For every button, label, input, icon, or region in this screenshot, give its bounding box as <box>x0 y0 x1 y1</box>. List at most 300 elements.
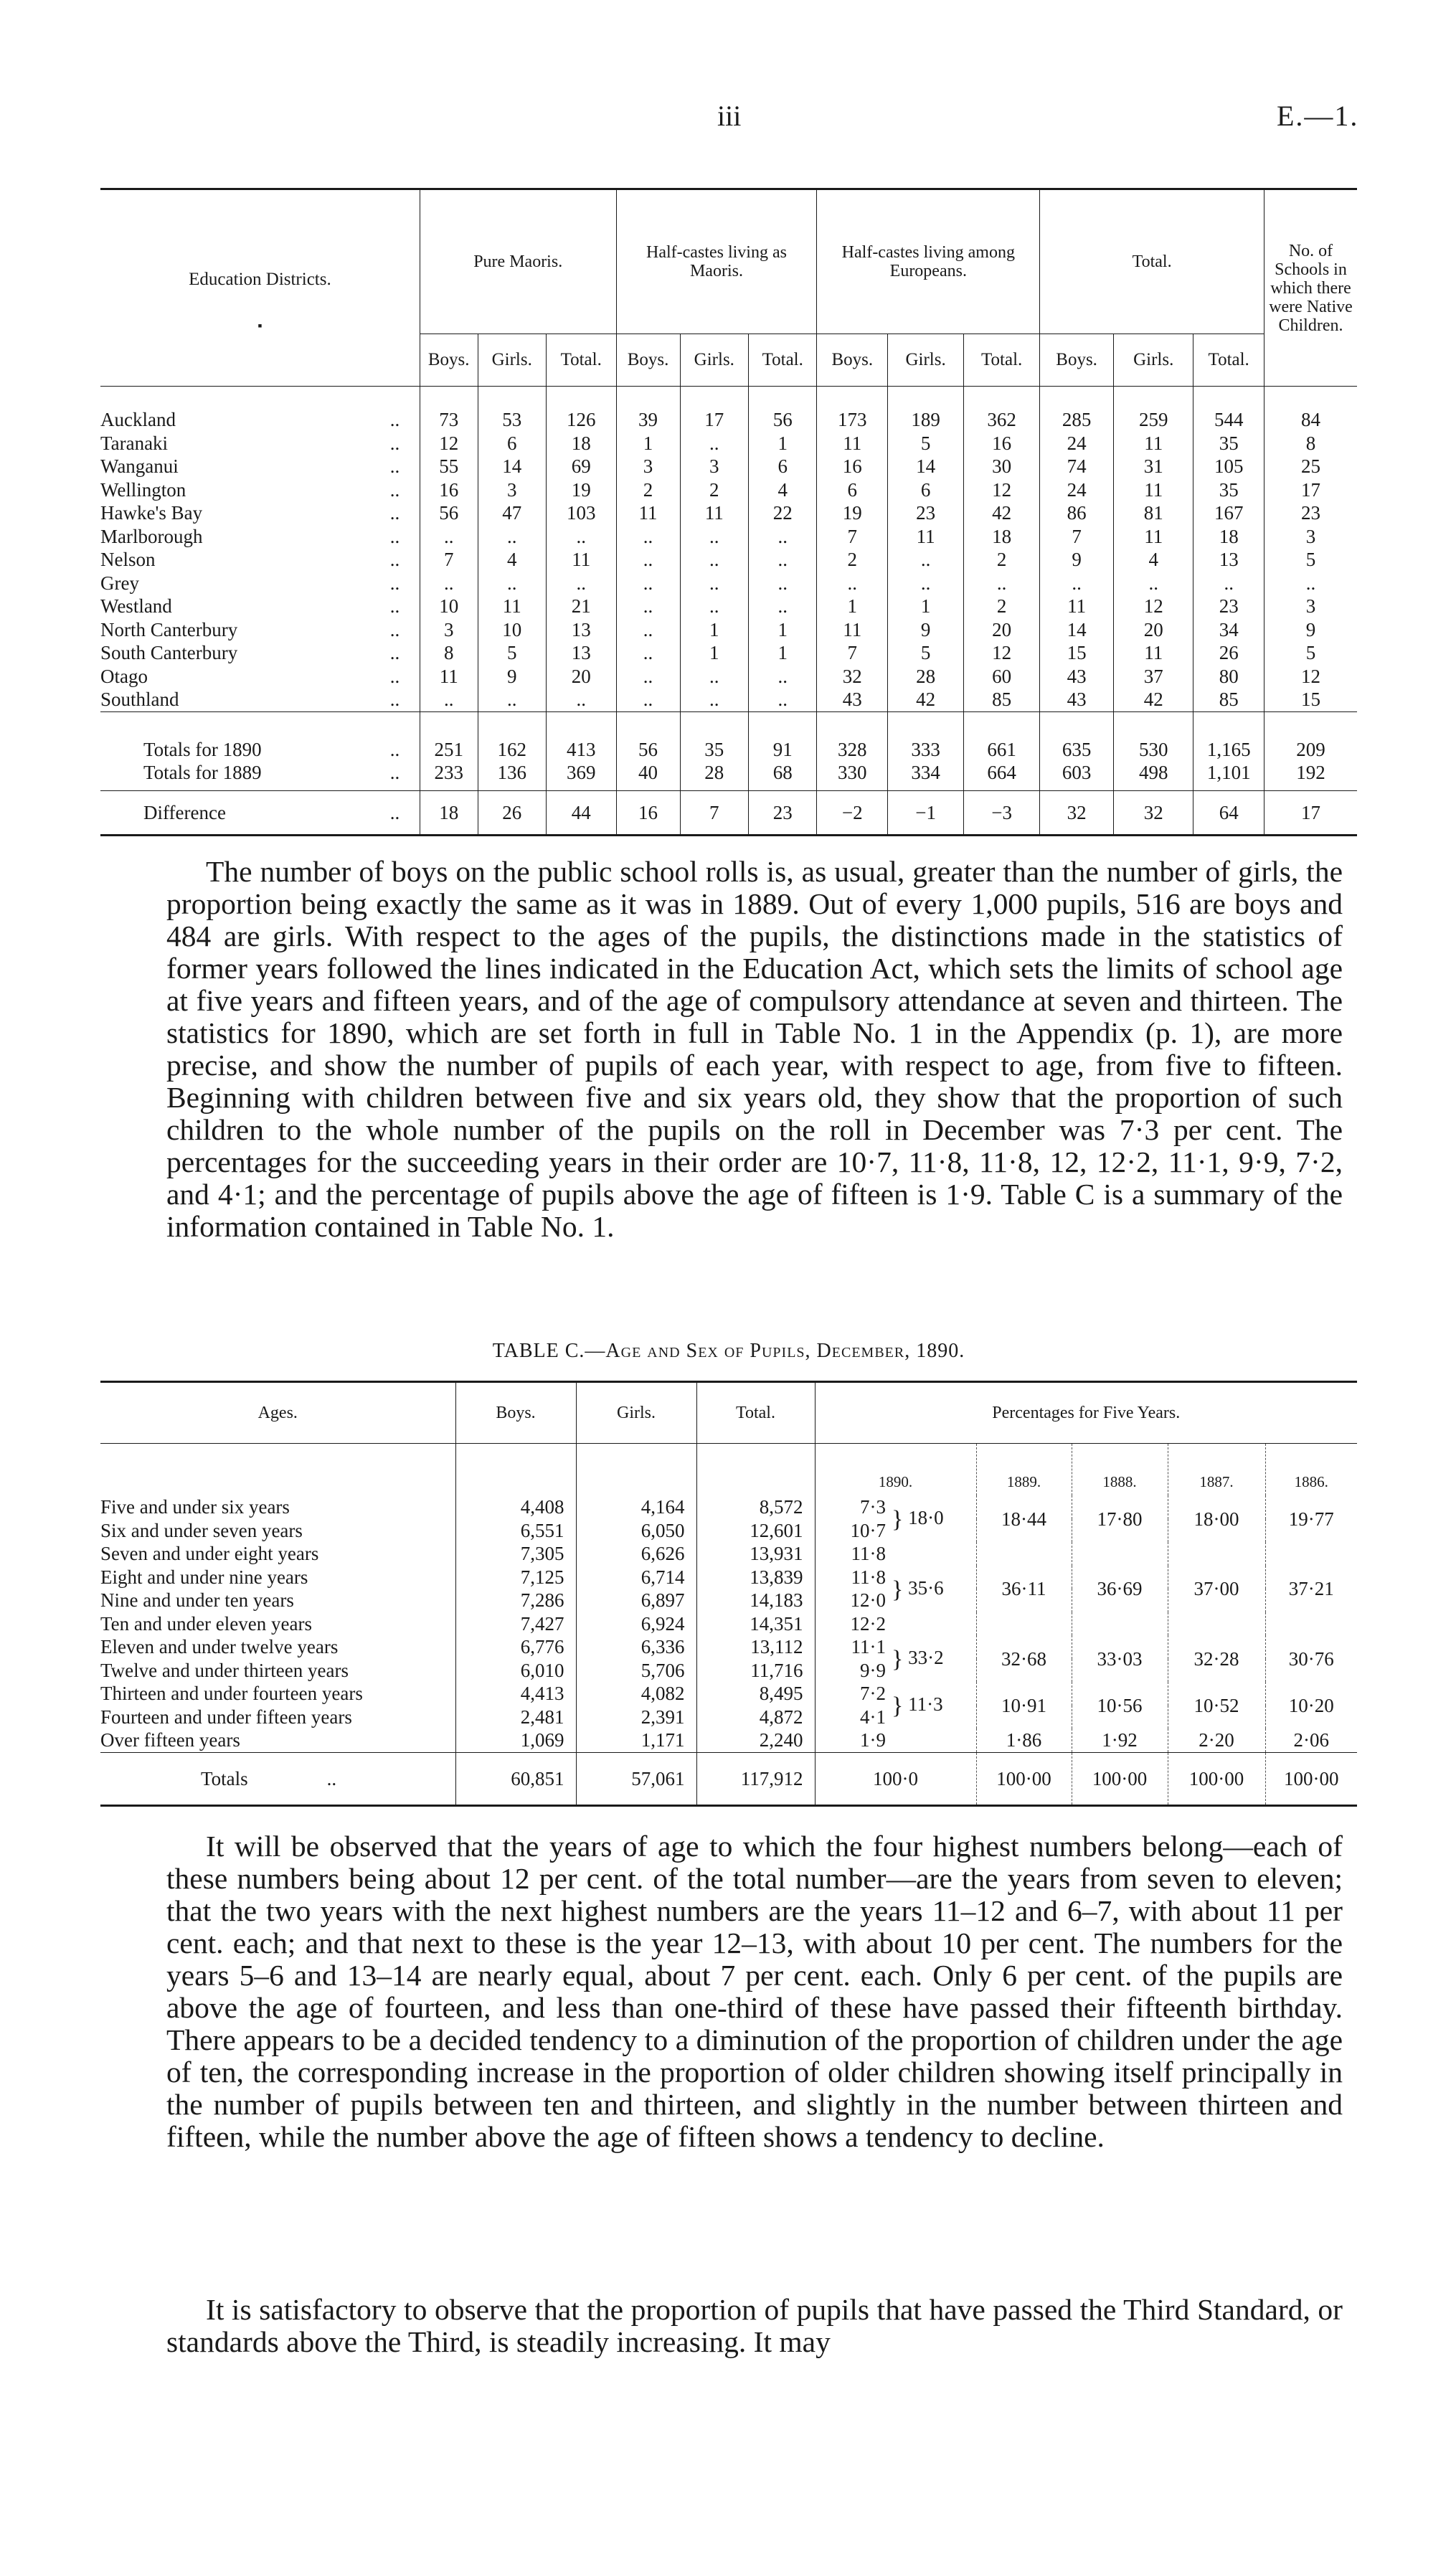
leader-dots: .. <box>389 665 400 687</box>
pct-1890-year: 12·0 <box>815 1589 889 1612</box>
age-label: Fourteen and under fifteen years <box>100 1706 352 1728</box>
table-cell: 12 <box>420 432 478 455</box>
pct-1890-year: 10·7 <box>815 1519 889 1543</box>
table-cell: 14 <box>888 455 964 478</box>
table-cell: .. <box>616 548 680 572</box>
table-cell: 11 <box>1040 595 1114 618</box>
pct-p1888: 1·92 <box>1072 1729 1168 1752</box>
district-name: Hawke's Bay <box>100 502 203 524</box>
table-cell: .. <box>616 688 680 711</box>
district-name: Wellington <box>100 478 186 501</box>
sub-girls: Girls. <box>888 334 964 387</box>
cell-boys: 4,413 <box>455 1682 576 1706</box>
table-cell: 1 <box>888 595 964 618</box>
cell-boys: 7,305 <box>455 1542 576 1566</box>
table-cell: 22 <box>749 501 817 525</box>
table-cell: 635 <box>1040 711 1114 761</box>
district-name: Nelson <box>100 549 156 571</box>
table-cell: −1 <box>888 790 964 835</box>
table-cell: 330 <box>817 761 888 785</box>
table-row <box>100 548 1357 572</box>
table-cell: .. <box>680 525 748 549</box>
table-cell: 91 <box>749 711 817 761</box>
total-total: 117,912 <box>696 1752 815 1805</box>
district-name: Marlborough <box>100 525 203 547</box>
table-row <box>100 478 1357 502</box>
table-cell: 1,101 <box>1193 761 1264 785</box>
table-cell: 42 <box>888 688 964 711</box>
table-cell: 12 <box>964 478 1040 502</box>
table-cell: 2 <box>817 548 888 572</box>
age-label: Ten and under eleven years <box>100 1612 312 1635</box>
table-row <box>100 711 1357 761</box>
age-label: Thirteen and under fourteen years <box>100 1683 363 1705</box>
table-cell: 32 <box>1040 790 1114 835</box>
pct-p1887: 18·00 <box>1168 1495 1265 1542</box>
table-row <box>100 618 1357 642</box>
district-name: Grey <box>100 572 139 594</box>
table-cell: 5 <box>1264 641 1358 665</box>
group-value: 11·3 <box>908 1693 943 1716</box>
table-cell: 73 <box>420 387 478 432</box>
table-cell: .. <box>1264 572 1358 595</box>
pct-1890-group: } 18·0 <box>892 1505 944 1533</box>
table-cell: .. <box>478 688 546 711</box>
table-cell: 80 <box>1193 665 1264 689</box>
table-cell: 7 <box>1040 525 1114 549</box>
header-halfcastes-maoris: Half-castes living as Maoris. <box>616 189 817 334</box>
table-cell: 5 <box>888 641 964 665</box>
header-districts: Education Districts. ▪ <box>100 189 420 387</box>
cell-boys: 4,408 <box>455 1495 576 1519</box>
district-name: Southland <box>100 689 179 711</box>
pct-p1886: 37·21 <box>1265 1542 1357 1635</box>
leader-dots: .. <box>389 409 400 431</box>
cell-boys: 2,481 <box>455 1706 576 1729</box>
paragraph-age-analysis: It will be observed that the years of age to which the four highest numbers belong—each of these numbers being about 12 per cent. of the total number—are the years from seven to eleven; that the two years with the next highest numbers are the years 11–12 and 6–7, with about 11 per cent. each; and that next to these is the year 12–13, with about 10 per cent. The numbers for the years 5–6 and 13–14 are nearly equal, about 7 per cent. each. Only 6 per cent. of the pupils are above the age of fourteen, and less than one-third of these have passed their fifteenth birthday. There appears to be a decided tendency to a diminution of the proportion of children under the age of ten, the corresponding increase in the proportion of older children showing itself principally in the number of pupils between ten and thirteen, and slightly in the number between thirteen and fifteen, while the number above the age of fifteen shows a tendency to decline. <box>166 1830 1343 2153</box>
table-cell: .. <box>546 688 616 711</box>
table-cell: 20 <box>1114 618 1193 642</box>
cell-girls: 4,164 <box>576 1495 696 1519</box>
age-label: Twelve and under thirteen years <box>100 1659 349 1681</box>
district-name: Difference <box>100 790 386 835</box>
table-cell: 209 <box>1264 711 1358 761</box>
cell-total: 11,716 <box>696 1659 815 1683</box>
age-label: Eight and under nine years <box>100 1566 308 1588</box>
leader-dots: .. <box>389 642 400 664</box>
table-cell: 11 <box>1114 525 1193 549</box>
table-cell: .. <box>616 595 680 618</box>
age-label: Five and under six years <box>100 1496 290 1518</box>
pct-1890-year: 9·9 <box>815 1659 889 1683</box>
cell-girls: 4,082 <box>576 1682 696 1706</box>
table-cell: 26 <box>478 790 546 835</box>
table-cell: .. <box>420 688 478 711</box>
table-cell: 9 <box>1264 618 1358 642</box>
table-cell: 55 <box>420 455 478 478</box>
table-cell: 16 <box>616 790 680 835</box>
table-cell: 35 <box>1193 478 1264 502</box>
table-cell: 42 <box>1114 688 1193 711</box>
table-cell: .. <box>616 525 680 549</box>
table-cell: 13 <box>546 618 616 642</box>
table-cell: .. <box>680 688 748 711</box>
table-cell: 5 <box>888 432 964 455</box>
table-cell: 362 <box>964 387 1040 432</box>
table-cell: 4 <box>1114 548 1193 572</box>
table-cell: 26 <box>1193 641 1264 665</box>
header-girls: Girls. <box>576 1382 696 1444</box>
paragraph-boys-girls: The number of boys on the public school rolls is, as usual, greater than the number of girls, the proportion being exactly the same as it was in 1889. Out of every 1,000 pupils, 516 are boys and 484 are girls. With respect to the ages of the pupils, the distinctions made in the statistics of former years followed the lines indicated in the Education Act, which sets the limits of school age at five years and fifteen years, and of the age of compulsory attendance at seven and thirteen. The statistics for 1890, which are set forth in full in Table No. 1 in the Appendix (p. 1), are more precise, and show the number of pupils of each year, with respect to age, from five to fifteen. Beginning with children between five and six years old, they show that the proportion of such children to the whole number of the pupils on the roll in December was 7·3 per cent. The percentages for the succeeding years in their order are 10·7, 11·8, 11·8, 12, 12·2, 11·1, 9·9, 7·2, and 4·1; and the percentage of pupils above the age of fifteen is 1·9. Table C is a summary of the information contained in Table No. 1. <box>166 855 1343 1243</box>
table-cell: 24 <box>1040 432 1114 455</box>
table-cell: 81 <box>1114 501 1193 525</box>
table-cell: 126 <box>546 387 616 432</box>
leader-dots: .. <box>386 790 420 835</box>
sub-girls: Girls. <box>680 334 748 387</box>
age-label: Over fifteen years <box>100 1729 240 1751</box>
pct-p1887: 37·00 <box>1168 1542 1265 1635</box>
leader-dots: .. <box>389 432 400 454</box>
header-schools: No. of Schools in which there were Native Children. <box>1264 189 1358 387</box>
table-cell: 544 <box>1193 387 1264 432</box>
total-p1889: 100·00 <box>976 1752 1072 1805</box>
table-cell: 7 <box>817 525 888 549</box>
table-cell: 23 <box>1264 501 1358 525</box>
table-cell: 11 <box>1114 478 1193 502</box>
leader-dots: .. <box>389 525 400 547</box>
sub-total: Total. <box>1193 334 1264 387</box>
table-cell: 35 <box>1193 432 1264 455</box>
table-cell: 498 <box>1114 761 1193 785</box>
pct-1890-year: 7·3 <box>815 1495 889 1519</box>
page-number: iii <box>717 100 742 132</box>
sub-boys: Boys. <box>420 334 478 387</box>
table-cell: 8 <box>1264 432 1358 455</box>
totals-row <box>100 1752 1357 1805</box>
header-percentages: Percentages for Five Years. <box>815 1382 1357 1444</box>
table-cell: .. <box>817 572 888 595</box>
table-cell: 20 <box>964 618 1040 642</box>
table-cell: .. <box>1114 572 1193 595</box>
table-cell: 1 <box>749 618 817 642</box>
table-cell: 11 <box>546 548 616 572</box>
leader-dots: .. <box>389 689 400 711</box>
group-value: 18·0 <box>908 1507 944 1529</box>
table-cell: .. <box>964 572 1040 595</box>
table-cell: .. <box>546 525 616 549</box>
table-cell: 11 <box>1114 641 1193 665</box>
district-name: Westland <box>100 595 172 618</box>
year-1887: 1887. <box>1168 1444 1265 1496</box>
group-value: 33·2 <box>908 1647 944 1669</box>
cell-total: 12,601 <box>696 1519 815 1543</box>
leader-dots: .. <box>389 595 400 618</box>
table-row <box>100 432 1357 455</box>
table-cell: 40 <box>616 761 680 785</box>
table-cell: .. <box>478 525 546 549</box>
table-cell: 4 <box>478 548 546 572</box>
pct-p1888: 36·69 <box>1072 1542 1168 1635</box>
pct-p1887: 10·52 <box>1168 1682 1265 1729</box>
cell-total: 8,572 <box>696 1495 815 1519</box>
table-cell: 15 <box>1040 641 1114 665</box>
total-p1886: 100·00 <box>1265 1752 1357 1805</box>
table-cell: 3 <box>680 455 748 478</box>
table-cell: 30 <box>964 455 1040 478</box>
table-cell: 25 <box>1264 455 1358 478</box>
table-cell: 1 <box>616 432 680 455</box>
table-row <box>100 665 1357 689</box>
table-row <box>100 1635 1357 1659</box>
table-cell: 328 <box>817 711 888 761</box>
pct-p1889: 18·44 <box>976 1495 1072 1542</box>
table-cell: 2 <box>616 478 680 502</box>
header-total: Total. <box>1040 189 1264 334</box>
table-cell: 17 <box>1264 790 1358 835</box>
table-cell: .. <box>680 432 748 455</box>
table-cell: .. <box>749 548 817 572</box>
table-cell: 23 <box>1193 595 1264 618</box>
table-cell: 23 <box>749 790 817 835</box>
leader-dots: .. <box>389 762 400 784</box>
table-cell: 11 <box>680 501 748 525</box>
table-cell: 34 <box>1193 618 1264 642</box>
leader-dots: .. <box>389 618 400 640</box>
pct-p1888: 17·80 <box>1072 1495 1168 1542</box>
table-cell: 64 <box>1193 790 1264 835</box>
year-1888: 1888. <box>1072 1444 1168 1496</box>
table-cell: 136 <box>478 761 546 785</box>
table-cell: 37 <box>1114 665 1193 689</box>
age-label: Nine and under ten years <box>100 1589 294 1612</box>
cell-total: 8,495 <box>696 1682 815 1706</box>
table-cell: 43 <box>817 688 888 711</box>
sub-boys: Boys. <box>1040 334 1114 387</box>
pct-1890-year: 11·8 <box>815 1542 889 1566</box>
table-cell: 18 <box>1193 525 1264 549</box>
table-cell: 85 <box>1193 688 1264 711</box>
pct-1890-year: 4·1 <box>815 1706 889 1729</box>
table-cell: .. <box>749 525 817 549</box>
table-cell: 84 <box>1264 387 1358 432</box>
pct-1890-group: } 33·2 <box>892 1645 944 1673</box>
pct-1890-group: } 35·6 <box>892 1576 944 1603</box>
table-cell: 1 <box>680 618 748 642</box>
table-cell: 39 <box>616 387 680 432</box>
table-cell: 43 <box>1040 665 1114 689</box>
table-cell: 16 <box>964 432 1040 455</box>
table-cell: 69 <box>546 455 616 478</box>
table-cell: .. <box>616 572 680 595</box>
table-cell: 1 <box>749 432 817 455</box>
cell-total: 2,240 <box>696 1729 815 1752</box>
table-cell: 369 <box>546 761 616 785</box>
leader-dots: .. <box>389 572 400 594</box>
district-name: Totals for 1890 <box>100 711 386 761</box>
cell-boys: 7,125 <box>455 1566 576 1589</box>
cell-girls: 2,391 <box>576 1706 696 1729</box>
totals-label: Totals .. <box>100 1752 455 1805</box>
cell-total: 13,112 <box>696 1635 815 1659</box>
table-cell: 1 <box>749 641 817 665</box>
table-cell: .. <box>749 688 817 711</box>
pct-p1889: 1·86 <box>976 1729 1072 1752</box>
cell-boys: 7,427 <box>455 1612 576 1636</box>
cell-girls: 6,897 <box>576 1589 696 1612</box>
table-cell: .. <box>680 572 748 595</box>
cell-girls: 6,924 <box>576 1612 696 1636</box>
pct-1890-year: 12·2 <box>815 1612 889 1636</box>
table-cell: 16 <box>420 478 478 502</box>
table-cell: 14 <box>1040 618 1114 642</box>
table-cell: 9 <box>1040 548 1114 572</box>
table-cell: 664 <box>964 761 1040 785</box>
table-cell: 11 <box>616 501 680 525</box>
table-cell: −2 <box>817 790 888 835</box>
table-cell: 162 <box>478 711 546 761</box>
table-cell: 2 <box>680 478 748 502</box>
table-cell: 9 <box>478 665 546 689</box>
district-name: South Canterbury <box>100 642 238 664</box>
pct-1890-year: 1·9 <box>815 1729 889 1752</box>
table-cell: 21 <box>546 595 616 618</box>
table-cell: .. <box>749 572 817 595</box>
total-p1888: 100·00 <box>1072 1752 1168 1805</box>
table-cell: .. <box>616 665 680 689</box>
paragraph-standards: It is satisfactory to observe that the proportion of pupils that have passed the Third Standard, or standards above the Third, is steadily increasing. It may <box>166 2293 1343 2358</box>
cell-girls: 6,050 <box>576 1519 696 1543</box>
cell-boys: 6,010 <box>455 1659 576 1683</box>
group-value: 35·6 <box>908 1576 944 1599</box>
table-cell: 9 <box>888 618 964 642</box>
leader-dots: .. <box>389 549 400 571</box>
table-cell: 7 <box>420 548 478 572</box>
table-cell: 5 <box>478 641 546 665</box>
pct-1890-group: } 11·3 <box>892 1692 943 1719</box>
table-row <box>100 595 1357 618</box>
table-cell: .. <box>680 665 748 689</box>
sub-boys: Boys. <box>817 334 888 387</box>
pct-p1886: 10·20 <box>1265 1682 1357 1729</box>
table-cell: .. <box>546 572 616 595</box>
table-c-caption: TABLE C.—Age and Sex of Pupils, December, 1890. <box>492 1340 965 1362</box>
cell-boys: 6,551 <box>455 1519 576 1543</box>
sub-girls: Girls. <box>1114 334 1193 387</box>
table-cell: 6 <box>749 455 817 478</box>
table-cell: 11 <box>1114 432 1193 455</box>
district-name: Auckland <box>100 409 176 431</box>
table-cell: .. <box>680 548 748 572</box>
table-row <box>100 1495 1357 1519</box>
year-1886: 1886. <box>1265 1444 1357 1496</box>
table-cell: 413 <box>546 711 616 761</box>
table-cell: 23 <box>888 501 964 525</box>
native-children-table <box>100 188 1357 836</box>
pct-p1888: 10·56 <box>1072 1682 1168 1729</box>
table-cell: 19 <box>546 478 616 502</box>
table-cell: 44 <box>546 790 616 835</box>
table-cell: 233 <box>420 761 478 785</box>
sub-total: Total. <box>964 334 1040 387</box>
total-boys: 60,851 <box>455 1752 576 1805</box>
leader-dots: .. <box>386 711 420 761</box>
table-cell: 85 <box>964 688 1040 711</box>
pct-p1889: 10·91 <box>976 1682 1072 1729</box>
table-cell: 334 <box>888 761 964 785</box>
table-cell: 68 <box>749 761 817 785</box>
age-sex-table <box>100 1381 1357 1807</box>
table-cell: 6 <box>478 432 546 455</box>
pct-p1888: 33·03 <box>1072 1635 1168 1682</box>
table-cell: 56 <box>616 711 680 761</box>
table-cell: .. <box>420 525 478 549</box>
pct-p1886: 2·06 <box>1265 1729 1357 1752</box>
table-cell: 42 <box>964 501 1040 525</box>
table-row <box>100 387 1357 432</box>
table-cell: 14 <box>478 455 546 478</box>
table-cell: 259 <box>1114 387 1193 432</box>
table-cell: 11 <box>817 432 888 455</box>
table-cell: 43 <box>1040 688 1114 711</box>
table-cell: 530 <box>1114 711 1193 761</box>
table-cell: .. <box>888 572 964 595</box>
table-cell: 189 <box>888 387 964 432</box>
table-cell: .. <box>616 641 680 665</box>
table-cell: 11 <box>888 525 964 549</box>
pct-p1889: 32·68 <box>976 1635 1072 1682</box>
table-row <box>100 761 1357 785</box>
cell-girls: 6,714 <box>576 1566 696 1589</box>
table-cell: 32 <box>817 665 888 689</box>
table-cell: 15 <box>1264 688 1358 711</box>
pct-p1886: 19·77 <box>1265 1495 1357 1542</box>
table-row <box>100 641 1357 665</box>
cell-girls: 5,706 <box>576 1659 696 1683</box>
table-cell: 2 <box>964 595 1040 618</box>
table-cell: 7 <box>817 641 888 665</box>
table-cell: 7 <box>680 790 748 835</box>
table-cell: 60 <box>964 665 1040 689</box>
table-cell: 18 <box>420 790 478 835</box>
table-cell: 1,165 <box>1193 711 1264 761</box>
total-p1890: 100·0 <box>815 1752 976 1805</box>
header-total: Total. <box>696 1382 815 1444</box>
pct-p1887: 32·28 <box>1168 1635 1265 1682</box>
table-row <box>100 688 1357 711</box>
table-cell: 28 <box>680 761 748 785</box>
table-cell: 333 <box>888 711 964 761</box>
table-cell: 2 <box>964 548 1040 572</box>
table-cell: .. <box>420 572 478 595</box>
table-cell: 285 <box>1040 387 1114 432</box>
sub-total: Total. <box>749 334 817 387</box>
table-cell: 3 <box>1264 525 1358 549</box>
table-cell: 17 <box>1264 478 1358 502</box>
pct-p1889: 36·11 <box>976 1542 1072 1635</box>
table-row <box>100 1542 1357 1566</box>
table-cell: 17 <box>680 387 748 432</box>
table-cell: 10 <box>420 595 478 618</box>
cell-girls: 6,336 <box>576 1635 696 1659</box>
district-name: Otago <box>100 665 148 687</box>
table-cell: 10 <box>478 618 546 642</box>
cell-boys: 7,286 <box>455 1589 576 1612</box>
table-cell: 13 <box>1193 548 1264 572</box>
table-cell: 12 <box>1114 595 1193 618</box>
district-name: North Canterbury <box>100 618 238 640</box>
table-cell: 47 <box>478 501 546 525</box>
table-cell: 56 <box>420 501 478 525</box>
